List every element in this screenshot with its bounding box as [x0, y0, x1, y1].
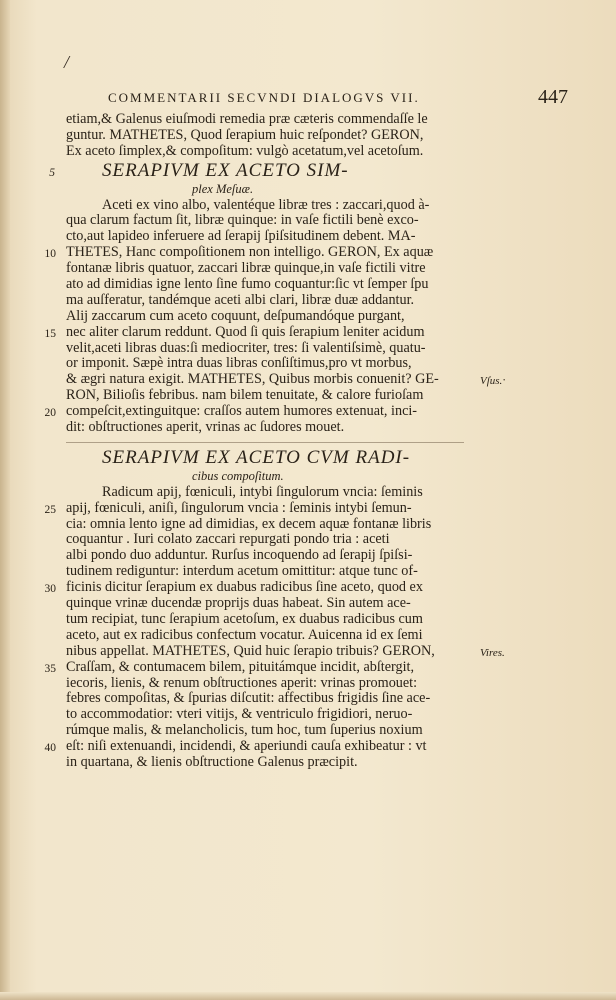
line-text: RON, Bilioſis febribus. nam bilem tenuitate, & calore furioſam [66, 387, 424, 404]
section-subheading [62, 182, 462, 198]
text-line [62, 707, 462, 723]
ink-mark: / [64, 52, 70, 72]
text-line [44, 244, 462, 261]
line-text: aceto, aut ex radicibus confectum vocatur. Auicenna id ex ſemi [66, 626, 423, 643]
text-line [44, 499, 462, 517]
text-line [44, 323, 462, 341]
line-text: albi pondo duo adduntur. Rurſus incoquendo ad ſerapij ſpiſsi- [66, 547, 413, 564]
text-line [62, 755, 462, 771]
line-number: 20 [44, 407, 56, 420]
text-line [62, 548, 462, 564]
line-text: SERAPIVM EX ACETO SIM- [102, 159, 349, 181]
line-text: or imponit. Sæpè intra duas libras conſiſtimus,pro vt morbus, [66, 355, 412, 372]
text-line [62, 261, 462, 277]
text-line [62, 198, 462, 214]
text-line [62, 388, 462, 404]
line-number: 40 [44, 742, 56, 755]
line-text: nec aliter clarum reddunt. Quod ſi quis ſerapium leniter acidum [66, 323, 425, 340]
section-heading [62, 447, 462, 469]
text-line [62, 628, 462, 644]
line-text: compeſcit,extinguitque: craſſos autem humores extenuat, inci- [66, 403, 418, 420]
text-line [62, 293, 462, 309]
line-number: 5 [49, 166, 56, 179]
section-subheading [62, 469, 462, 485]
line-text: apij, fœniculi, aniſi, ſingulorum vncia : ſeminis intybi ſemun- [66, 499, 412, 516]
text-line [44, 738, 462, 755]
line-number: 30 [44, 583, 56, 596]
text-line [62, 144, 462, 160]
page-bottom-edge [0, 992, 616, 1000]
section-rule [66, 442, 464, 443]
line-text: to accommodatior: vteri vitijs, & ventriculo frigidiori, neruo- [66, 706, 413, 723]
line-text: Aceti ex vino albo, valentéque libræ tres : zaccari,quod à- [102, 196, 430, 213]
line-text: cia: omnia lento igne ad dimidias, ex decem aquæ fontanæ libris [66, 515, 432, 532]
line-text: guntur. MATHETES, Quod ſerapium huic reſpondet? GERON, [66, 126, 424, 143]
line-text: tudinem rediguntur: interdum acetum omittitur: atque tunc of- [66, 563, 418, 580]
line-text: in quartana, & lienis obſtructione Galenus præcipit. [66, 753, 358, 770]
line-text: iecoris, lienis, & renum obſtructiones aperit: vrinas promouet: [66, 674, 418, 691]
text-line [62, 564, 462, 580]
line-text: & ægri natura exigit. MATHETES, Quibus morbis conuenit? GE- [66, 371, 439, 388]
line-number: 10 [44, 248, 56, 261]
line-number: 35 [44, 662, 56, 675]
margin-note: Vires. [480, 646, 505, 659]
line-text: fontanæ libris quatuor, zaccari libræ quinque,in vaſe fictili vitre [66, 260, 426, 277]
text-line [44, 658, 462, 676]
line-text: cto,aut lapideo inferuere ad ſerapij ſpiſsitudinem debent. MA- [66, 228, 416, 245]
line-text: febres compoſitas, & ſpurias diſcutit: affectibus frigidis ſine ace- [66, 690, 431, 707]
text-line [62, 596, 462, 612]
line-text: Alij zaccarum cum aceto coquunt, deſpumandóque purgant, [66, 307, 405, 324]
text-line [62, 691, 462, 707]
text-line [44, 579, 462, 596]
text-line [62, 112, 462, 128]
text-line [62, 532, 462, 548]
text-line [44, 403, 462, 420]
text-line [62, 420, 462, 436]
section-heading [49, 159, 462, 182]
line-text: Ex aceto ſimplex,& compoſitum: vulgò acetatum,vel acetoſum. [66, 142, 424, 159]
line-text: THETES, Hanc compoſitionem non intelligo. GERON, Ex aquæ [66, 244, 434, 261]
running-title: COMMENTARII SECVNDI DIALOGVS VII. [108, 90, 420, 105]
line-text: Radicum apij, fœniculi, intybi ſingulorum vncia: ſeminis [102, 483, 423, 500]
body-text [44, 111, 505, 771]
running-header [108, 88, 578, 110]
line-text: Craſſam, & contumacem bilem, pituitámque incidit, abſtergit, [66, 658, 415, 675]
line-text: velit,aceti libras duas:ſi mediocriter, tres: ſi valentiſsimè, quatu- [66, 339, 426, 356]
page-number: 447 [538, 86, 568, 108]
line-text: plex Meſuæ. [192, 181, 254, 196]
line-text: dit: obſtructiones aperit, vrinas ac ſudores mouet. [66, 419, 345, 436]
text-line [62, 612, 462, 628]
line-text: cibus compoſitum. [192, 468, 284, 483]
text-line [62, 213, 462, 229]
text-line [62, 128, 462, 144]
line-text: ficinis dicitur ſerapium ex duabus radicibus ſine aceto, quod ex [66, 579, 423, 596]
line-number: 25 [44, 503, 56, 516]
line-text: quinque vrinæ ducendæ proprijs duas habeat. Sin autem ace- [66, 595, 411, 612]
text-line [62, 642, 505, 660]
line-text: SERAPIVM EX ACETO CVM RADI- [102, 446, 411, 468]
line-text: tum recipiat, tunc ſerapium acetoſum, ex duabus radicibus cum [66, 610, 423, 627]
text-line [62, 371, 503, 388]
line-text: coquantur . Iuri colato zaccari repurgati pondo tria : aceti [66, 531, 390, 548]
text-line [62, 676, 462, 692]
text-line [62, 229, 462, 245]
line-text: ma auſferatur, tandémque aceti albi clari, libræ duæ addantur. [66, 291, 415, 308]
line-text: rúmque malis, & melancholicis, tum hoc, tum ſuperius noxium [66, 722, 423, 739]
line-text: etiam,& Galenus eiuſmodi remedia præ cæteris commendaſſe le [66, 111, 428, 127]
margin-note: Vſus. [480, 375, 503, 388]
text-line [62, 485, 462, 501]
text-line [62, 277, 462, 293]
line-text: qua clarum factum ſit, libræ quinque: in vaſe fictili benè exco- [66, 212, 419, 229]
text-line [62, 723, 462, 739]
line-text: eſt: niſi extenuandi, incidendi, & aperiundi cauſa exhibeatur : vt [66, 738, 427, 755]
text-line [62, 341, 462, 357]
text-line [62, 517, 462, 533]
line-text: ato ad dimidias igne lento ſine fumo coquantur:ſic vt ſemper ſpu [66, 276, 429, 293]
margin-dot: · [502, 372, 507, 387]
page-gutter-shadow [0, 0, 10, 1000]
line-text: nibus appellat. MATHETES, Quid huic ſerapio tribuis? GERON, [66, 642, 435, 659]
text-line [62, 356, 462, 372]
line-number: 15 [44, 327, 56, 340]
text-line [62, 309, 462, 325]
